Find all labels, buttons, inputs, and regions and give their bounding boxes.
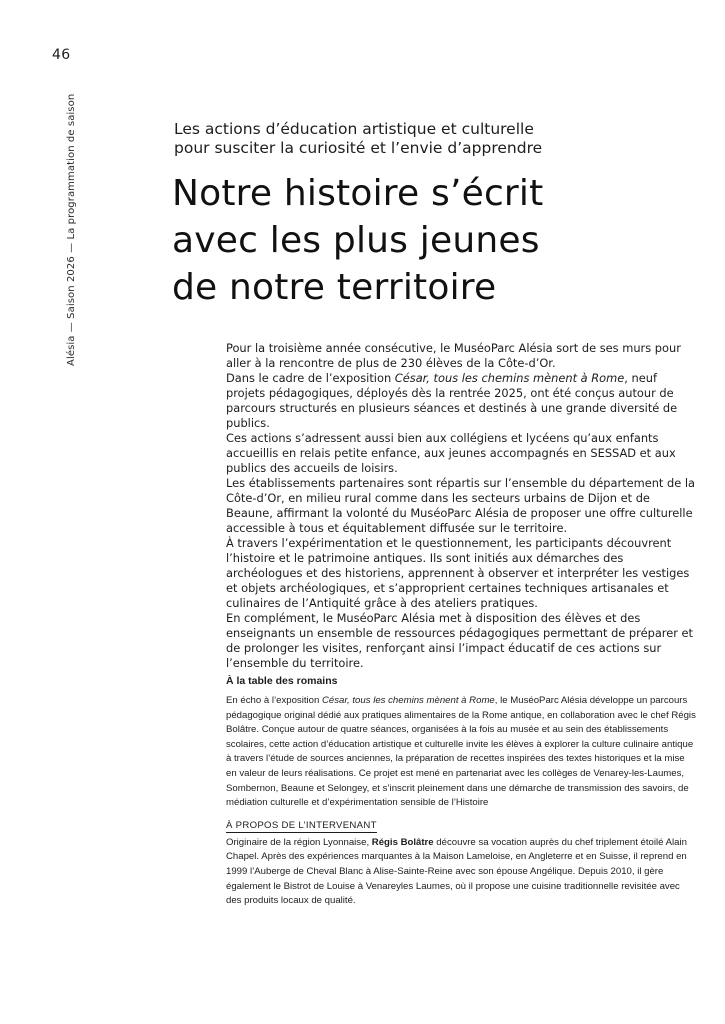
section-heading: À la table des romains (226, 675, 338, 687)
intro-paragraph-1: Pour la troisième année consécutive, le MuséoParc Alésia sort de ses murs pour aller à la rencontre de plus de 230 élèves de la Côte-d’Or. (226, 341, 681, 370)
intro-paragraph-6: En complément, le MuséoParc Alésia met à disposition des élèves et des enseignants un ensemble de ressources pédagogiques permettant de préparer et de prolonger les visites, renforçant ainsi l’impact éducatif de ces actions sur l’ensemble du territoire. (226, 611, 694, 670)
about-speaker-heading: À PROPOS DE L’INTERVENANT (226, 819, 377, 831)
intro-paragraph-4: Les établissements partenaires sont répartis sur l’ensemble du département de la Côte-d’Or, en milieu rural comme dans les secteurs urbains de Dijon et de Beaune, affirmant la volonté du MuséoParc Alésia de proposer une offre culturelle accessible à tous et équitablement diffusée sur le territoire. (226, 476, 696, 535)
about-speaker-body (226, 836, 696, 909)
intro-p2-text-before: Dans le cadre de l’exposition (226, 371, 395, 385)
page-number: 46 (52, 47, 71, 63)
section-body-after: , le MuséoParc Alésia développe un parcours pédagogique original dédié aux pratiques alimentaires de la Rome antique, en collaboration avec le chef Régis Bolâtre. Conçue autour de quatre séances, organisées à la fois au musée et au sein des établissements scolaires, cette action d’éducation artistique et culturelle invite les élèves à explorer la culture culinaire antique à travers l’étude de sources anciennes, la préparation de recettes inspirées des textes historiques et la mise en valeur de leurs réalisations. Ce projet est mené en partenariat avec les collèges de Venarey-les-Laumes, Sombernon, Beaune et Selongey, et s’inscrit pleinement dans une démarche de transmission des savoirs, de médiation culturelle et d’expérimentation sensible de l’Histoire (226, 695, 696, 809)
roman-table-section (226, 675, 696, 909)
section-body (226, 694, 696, 811)
exhibition-title: César, tous les chemins mènent à Rome (394, 371, 625, 385)
section-exhibition-title: César, tous les chemins mènent à Rome (322, 695, 495, 706)
side-running-header: Alésia — Saison 2026 — La programmation de saison (66, 93, 77, 366)
page-title (172, 170, 712, 311)
about-body-before: Originaire de la région Lyonnaise, (226, 836, 372, 848)
intro-paragraph-5: À travers l’expérimentation et le questionnement, les participants découvrent l’histoire et le patrimoine antiques. Ils sont initiés aux démarches des archéologues et des historiens, apprennent à observer et interpréter les vestiges et objets archéologiques, et s’approprient certaines techniques artisanales et culinaires de l’Antiquité grâce à des ateliers pratiques. (226, 536, 690, 610)
intro-paragraph-2 (226, 371, 696, 431)
kicker-subtitle (174, 120, 694, 158)
kicker-line-1: Les actions d’éducation artistique et culturelle (174, 120, 534, 138)
section-body-before: En écho à l’exposition (226, 695, 322, 706)
title-line-2: avec les plus jeunes (172, 220, 540, 261)
speaker-name: Régis Bolâtre (371, 836, 434, 848)
kicker-line-2: pour susciter la curiosité et l’envie d’apprendre (174, 139, 543, 157)
title-line-3: de notre territoire (172, 267, 497, 308)
intro-text (226, 341, 696, 671)
intro-paragraph-3: Ces actions s’adressent aussi bien aux collégiens et lycéens qu’aux enfants accueillis en relais petite enfance, aux jeunes accompagnés en SESSAD et aux publics des accueils de loisirs. (226, 431, 676, 475)
title-line-1: Notre histoire s’écrit (172, 173, 544, 214)
intro-p2-text-after: , neuf projets pédagogiques, déployés dès la rentrée 2025, ont été conçus autour de parcours structurés en plusieurs séances et destinés à une grande diversité de publics. (226, 371, 678, 430)
about-body-after: découvre sa vocation auprès du chef triplement étoilé Alain Chapel. Après des expériences marquantes à la Maison Lameloise, en Angleterre et en Suisse, il reprend en 1999 l’Auberge de Cheval Blanc à Alise-Sainte-Reine avec son épouse Angélique. Depuis 2010, il gère également le Bistrot de Louise à Venareyles Laumes, où il propose une cuisine traditionnelle revisitée avec des produits locaux de qualité. (226, 836, 687, 907)
